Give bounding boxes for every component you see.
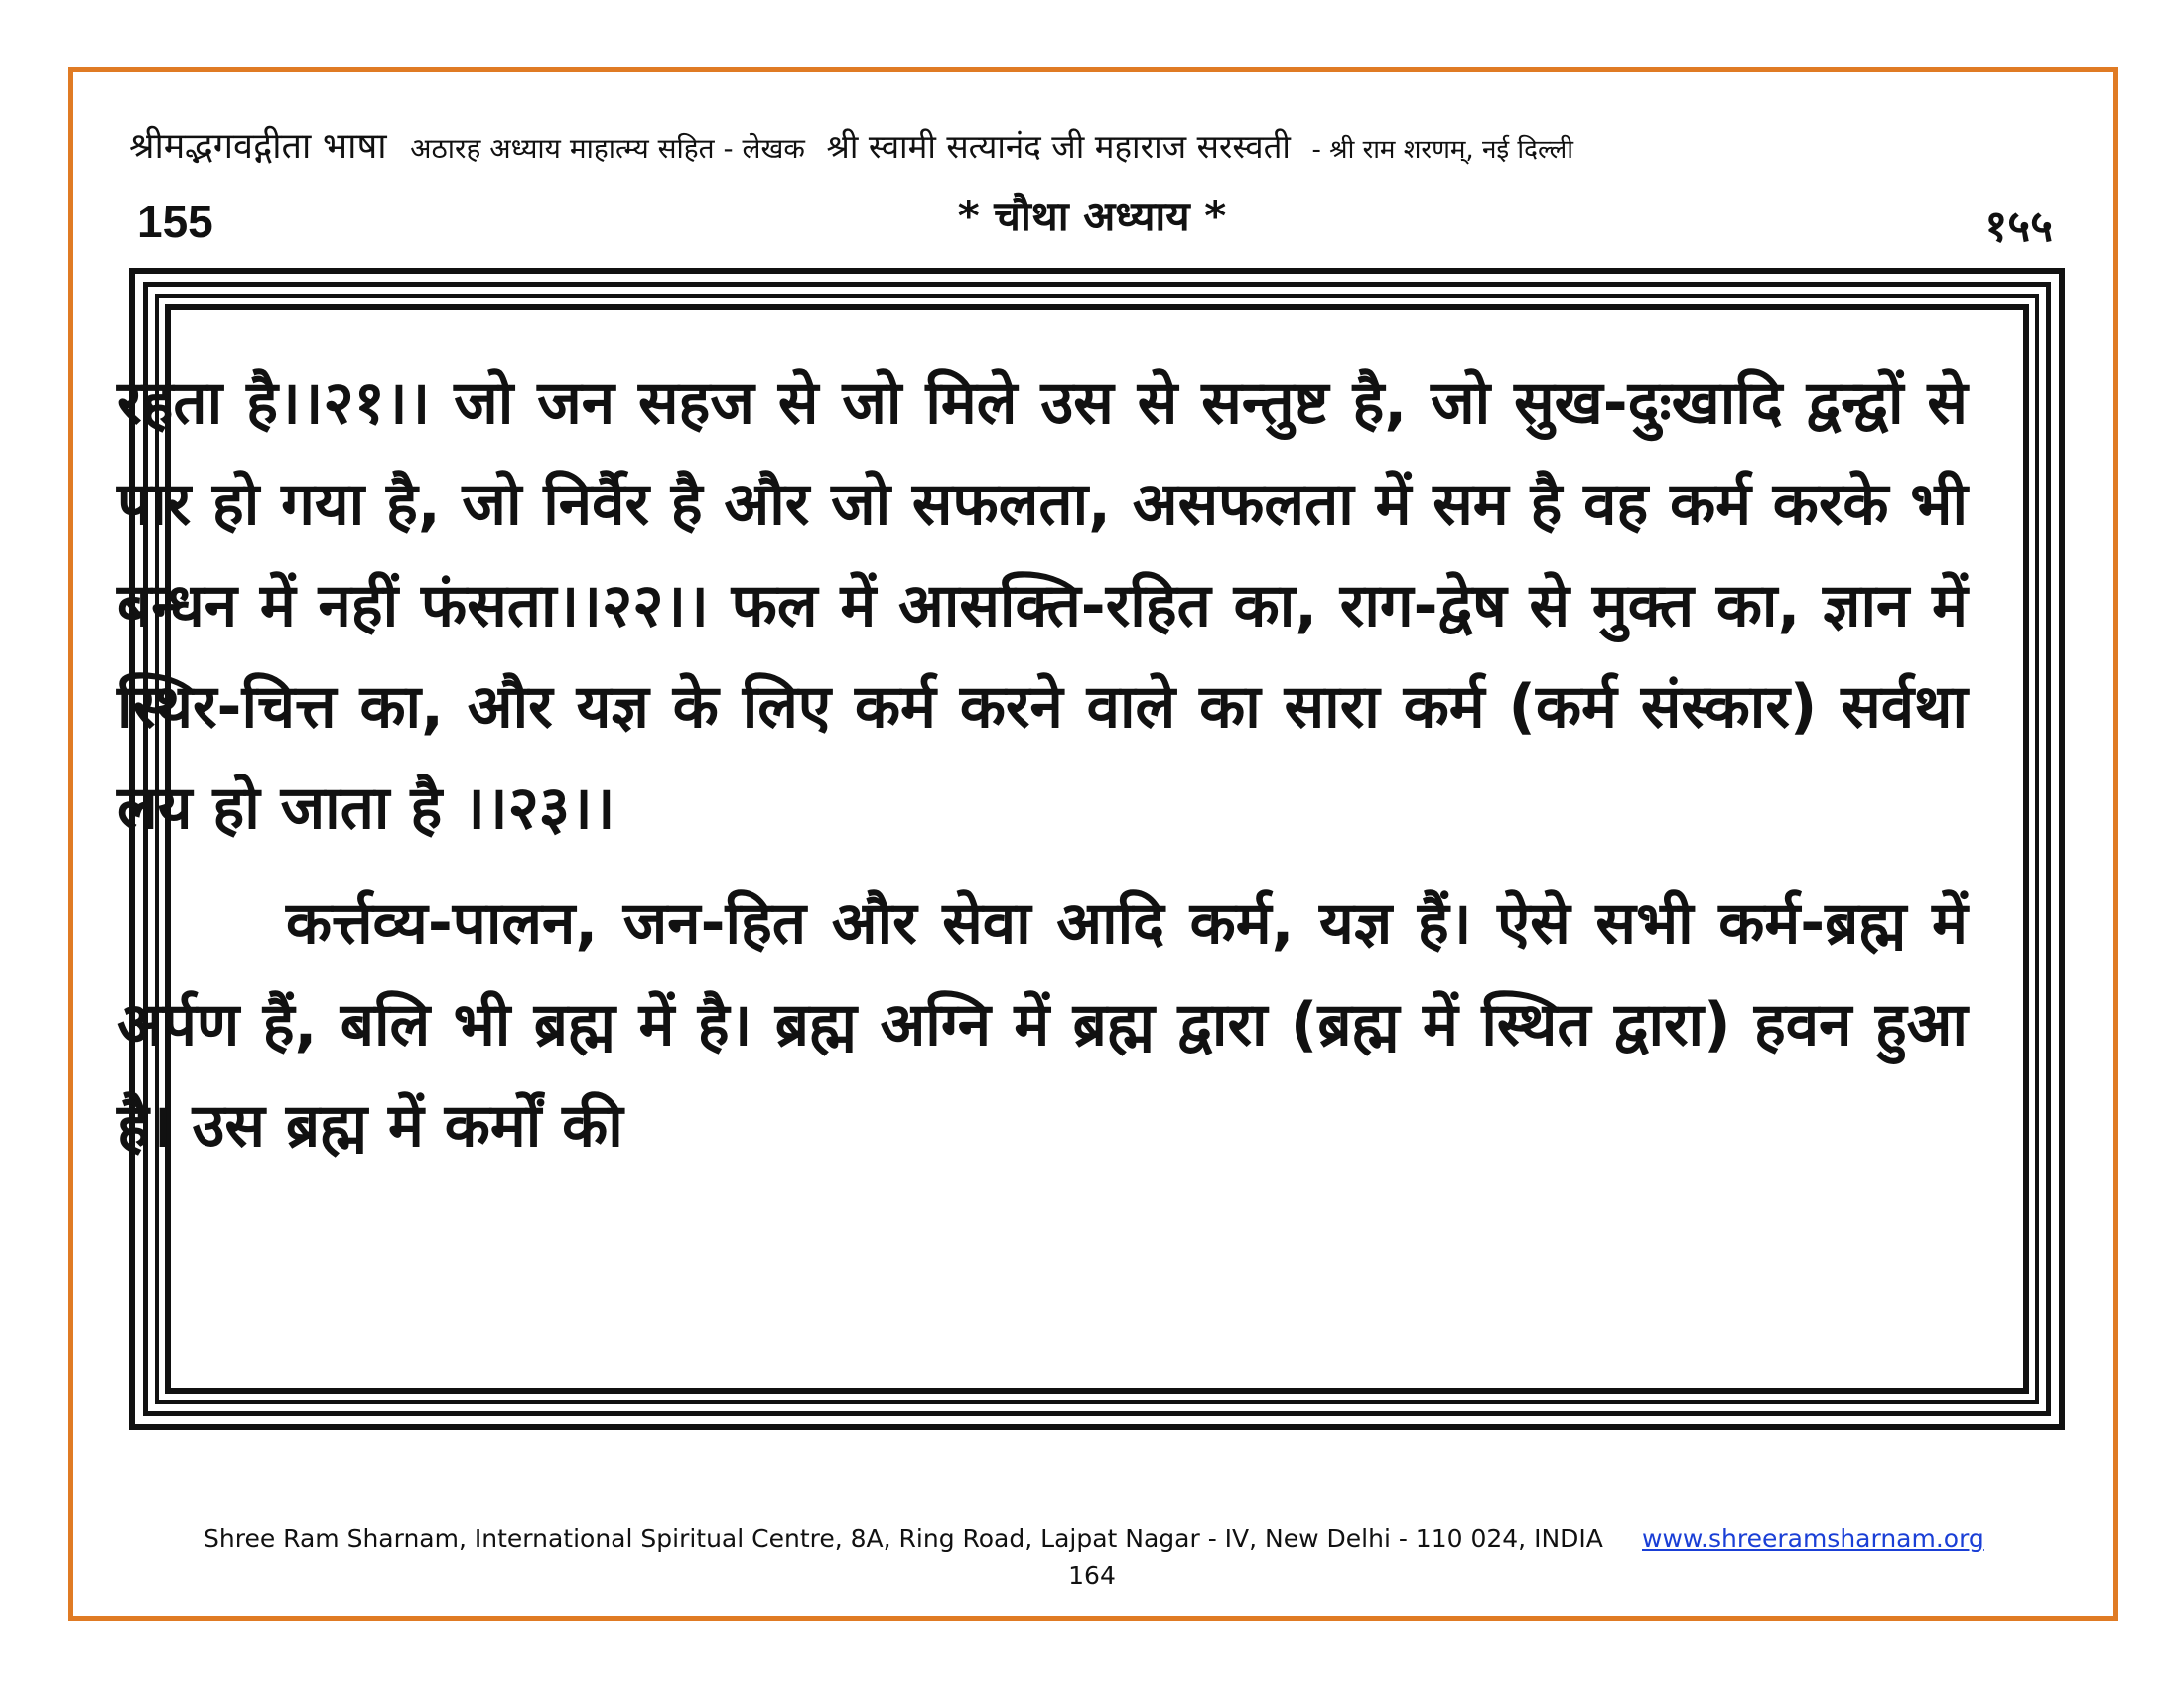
footer-address: Shree Ram Sharnam, International Spiritual Centre, 8A, Ring Road, Lajpat Nagar - IV, New Delhi - 110 024, INDIA	[204, 1524, 1603, 1553]
verse-paragraph: रहता है।।२१।। जो जन सहज से जो मिले उस से सन्तुष्ट है, जो सुख-दुःखादि द्वन्द्वों से पार हो गया है, जो निर्वैर है और जो सफलता, असफलता में सम है वह कर्म करके भी बन्धन में नहीं फंसता।।२२।। फल में आसक्ति-रहित का, राग-द्वेष से मुक्त का, ज्ञान में स्थिर-चित्त का, और यज्ञ के लिए कर्म करने वाले का सारा कर्म (कर्म संस्कार) सर्वथा लय हो जाता है ।।२३।।	[117, 368, 1968, 843]
website-link[interactable]: www.shreeramsharnam.org	[1642, 1524, 1984, 1553]
author-name: श्री स्वामी सत्यानंद जी महाराज सरस्वती	[826, 127, 1291, 166]
book-title: श्रीमद्भगवद्गीता भाषा	[129, 126, 387, 167]
page-number-arabic: 155	[137, 196, 213, 247]
page-number-devanagari: १५५	[1984, 202, 2053, 252]
book-subtitle: अठारह अध्याय माहात्म्य सहित - लेखक	[410, 132, 805, 165]
verse-text-body	[117, 352, 1968, 1177]
commentary-paragraph: कर्त्तव्य-पालन, जन-हित और सेवा आदि कर्म, यज्ञ हैं। ऐसे सभी कर्म-ब्रह्म में अर्पण हैं, बलि भी ब्रह्म में है। ब्रह्म अग्नि में ब्रह्म द्वारा (ब्रह्म में स्थित द्वारा) हवन हुआ है। उस ब्रह्म में कर्मों की	[117, 889, 1968, 1161]
chapter-heading: * चौथा अध्याय *	[957, 192, 1227, 240]
pdf-page-number: 164	[1068, 1561, 1116, 1590]
publisher-place: - श्री राम शरणम्, नई दिल्ली	[1311, 135, 1574, 165]
running-header	[129, 117, 2065, 177]
